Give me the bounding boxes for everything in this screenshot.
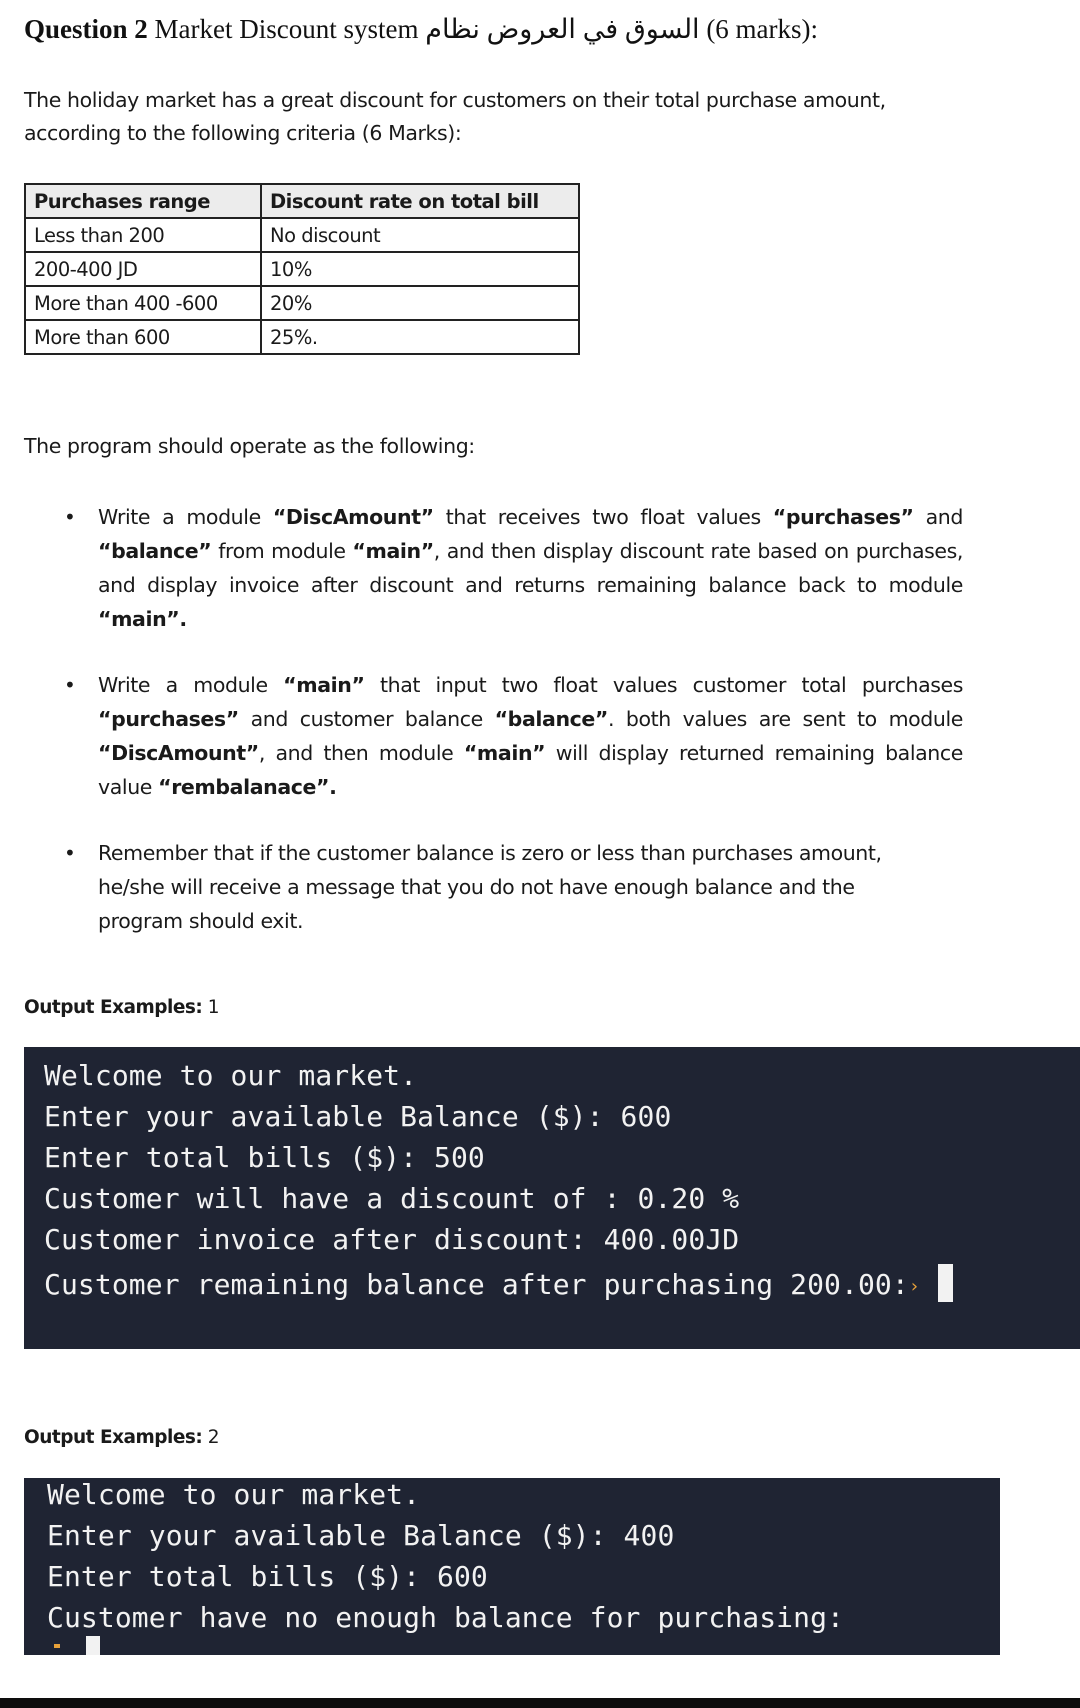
list-item — [60, 668, 963, 804]
example-label-number: 2 — [202, 1427, 219, 1448]
terminal-line: Enter total bills ($): 600 — [47, 1560, 488, 1593]
question-title — [24, 14, 818, 45]
question-marks: (6 marks): — [706, 14, 819, 44]
question-title-ar: السوق في العروض نظام — [425, 14, 700, 44]
bullet-text: and customer balance — [238, 707, 495, 731]
intro-paragraph: The holiday market has a great discount for customers on their total purchase amount, according to the following criteria (6 Marks): — [24, 88, 886, 145]
list-item — [60, 500, 963, 636]
bullet-text: will display returned remaining balance value — [98, 741, 963, 799]
bullet-keyword: “main”. — [98, 607, 187, 631]
operate-heading: The program should operate as the following: — [24, 434, 475, 458]
prompt-arrow-icon: › — [908, 1276, 920, 1297]
bullet-keyword: “purchases” — [98, 707, 239, 731]
question-label: Question 2 — [24, 14, 148, 44]
text-cursor-icon — [938, 1264, 953, 1302]
bullet-keyword: “purchases” — [772, 505, 914, 529]
table-cell: No discount — [261, 218, 579, 252]
table-cell: 10% — [261, 252, 579, 286]
bullet-text: and — [913, 505, 964, 529]
table-row — [25, 218, 579, 252]
table-cell: 25%. — [261, 320, 579, 354]
bullet-keyword: “main” — [463, 741, 546, 765]
table-header-row — [25, 184, 579, 218]
bullet-keyword: “DiscAmount” — [272, 505, 434, 529]
bullet-text: . both values are sent to module — [607, 707, 963, 731]
terminal-line: Customer have no enough balance for purchasing: — [47, 1601, 844, 1634]
terminal-output-2 — [24, 1478, 1000, 1655]
terminal-line: Welcome to our market. — [47, 1478, 421, 1511]
bullet-text: , and then module — [258, 741, 464, 765]
terminal-line: Enter your available Balance ($): 400 — [47, 1519, 675, 1552]
table-cell: More than 400 -600 — [25, 286, 261, 320]
terminal-line: Customer remaining balance after purchasing 200.00: — [44, 1268, 909, 1301]
example-1-label — [24, 997, 219, 1018]
bullet-text: Write a module — [98, 673, 284, 697]
bullet-text: Write a module — [98, 505, 273, 529]
table-cell: Less than 200 — [25, 218, 261, 252]
discount-criteria-table — [24, 183, 580, 355]
terminal-output-1 — [24, 1047, 1080, 1349]
bullet-text: , and then display discount rate based on purchases, and display invoice after discount and returns remaining balance back to module — [98, 539, 963, 597]
bullet-keyword: “main” — [283, 673, 365, 697]
example-label-text: Output Examples: — [24, 1427, 203, 1448]
prompt-dot-icon — [54, 1644, 60, 1648]
example-2-label — [24, 1427, 219, 1448]
bullet-icon: • — [64, 673, 76, 697]
terminal-line: Enter your available Balance ($): 600 — [44, 1100, 672, 1133]
bullet-icon: • — [64, 505, 76, 529]
bullet-text: from module — [211, 539, 353, 563]
bullet-text: Remember that if the customer balance is zero or less than purchases amount, he/she will receive a message that you do not have enough balance and the program should exit. — [98, 841, 882, 933]
bullet-text: that receives two float values — [433, 505, 773, 529]
bullet-keyword: “main” — [352, 539, 434, 563]
example-label-text: Output Examples: — [24, 997, 203, 1018]
table-header-cell: Purchases range — [25, 184, 261, 218]
table-row — [25, 320, 579, 354]
table-row — [25, 286, 579, 320]
terminal-last-line — [44, 1264, 953, 1302]
terminal-line: Enter total bills ($): 500 — [44, 1141, 485, 1174]
table-row — [25, 252, 579, 286]
bullet-keyword: “balance” — [98, 539, 212, 563]
table-cell: 200-400 JD — [25, 252, 261, 286]
list-item — [60, 836, 938, 938]
terminal-line: Welcome to our market. — [44, 1059, 418, 1092]
table-header-cell: Discount rate on total bill — [261, 184, 579, 218]
table-cell: 20% — [261, 286, 579, 320]
bullet-icon: • — [64, 841, 76, 865]
terminal-line: Customer will have a discount of : 0.20 % — [44, 1182, 740, 1215]
bullet-keyword: “rembalanace”. — [158, 775, 337, 799]
bottom-border — [0, 1698, 1080, 1708]
text-cursor-icon — [86, 1636, 100, 1655]
example-label-number: 1 — [202, 997, 219, 1018]
terminal-line: Customer invoice after discount: 400.00JD — [44, 1223, 740, 1256]
bullet-text: that input two float values customer total purchases — [364, 673, 964, 697]
bullet-keyword: “DiscAmount” — [98, 741, 259, 765]
question-title-en: Market Discount system — [154, 14, 419, 44]
table-cell: More than 600 — [25, 320, 261, 354]
bullet-keyword: “balance” — [494, 707, 608, 731]
